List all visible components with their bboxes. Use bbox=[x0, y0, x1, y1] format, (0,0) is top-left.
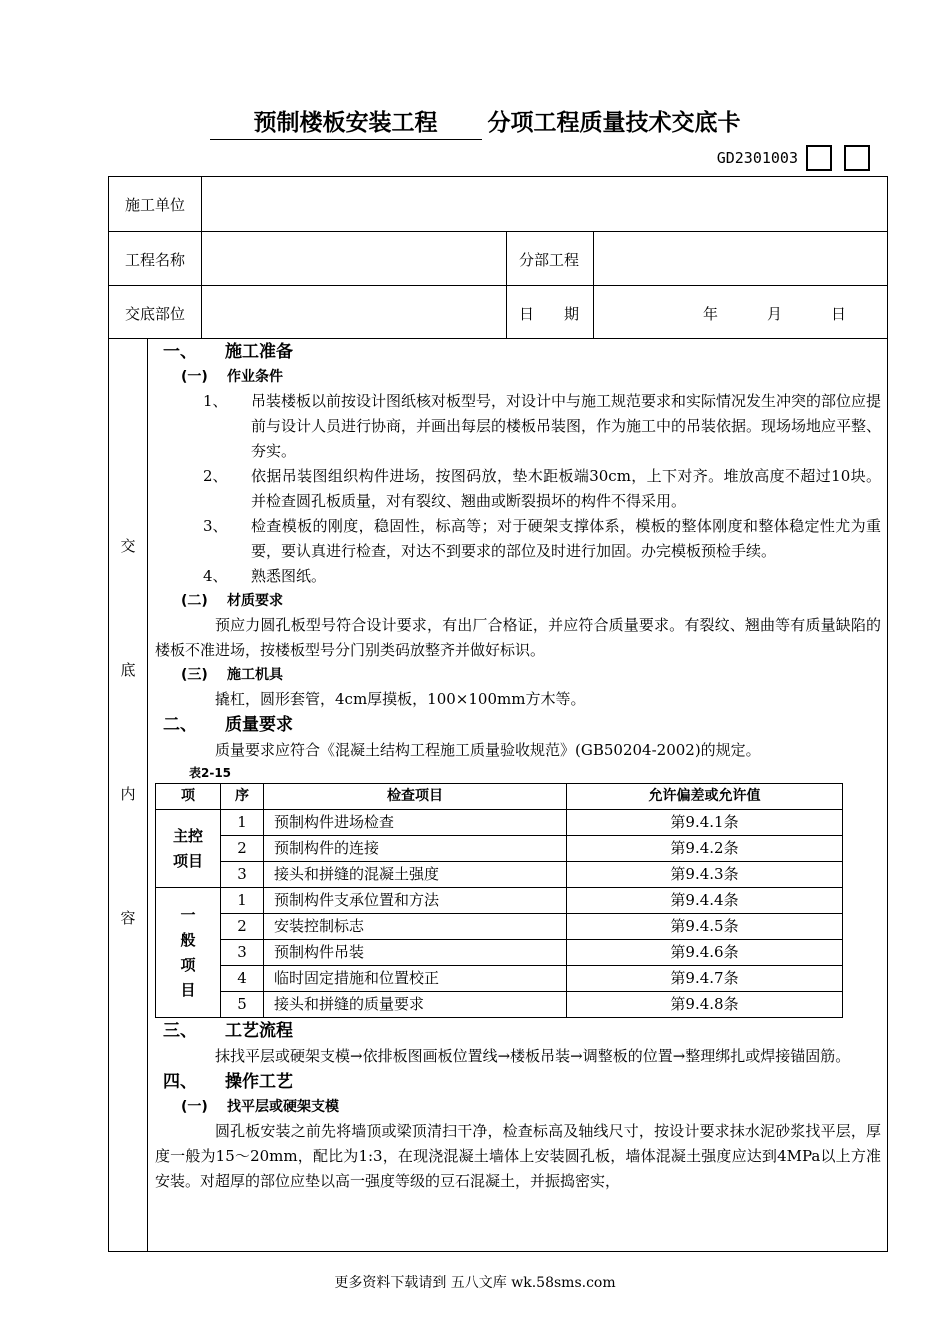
subsection-heading: (二) 材质要求 bbox=[181, 593, 283, 609]
section-heading: 一、 施工准备 bbox=[163, 342, 293, 362]
seq-cell: 1 bbox=[221, 810, 264, 836]
group-general: 一 般 项 目 bbox=[156, 888, 221, 1018]
col-divider bbox=[201, 177, 202, 339]
side-label bbox=[109, 339, 147, 1251]
subsection-heading: (三) 施工机具 bbox=[181, 667, 283, 683]
section-heading: 三、 工艺流程 bbox=[163, 1021, 293, 1041]
item-cell: 安装控制标志 bbox=[264, 914, 567, 940]
section-heading: 二、 质量要求 bbox=[163, 715, 293, 735]
item-cell: 预制构件的连接 bbox=[264, 836, 567, 862]
value-cell: 第9.4.3条 bbox=[567, 862, 843, 888]
date-year: 年 bbox=[703, 305, 719, 323]
list-item: 4、 熟悉图纸。 bbox=[203, 567, 327, 585]
value-cell: 第9.4.8条 bbox=[567, 992, 843, 1018]
seq-cell: 4 bbox=[221, 966, 264, 992]
list-item: 2、 依据吊装图组织构件进场，按图码放，垫木距板端30cm，上下对齐。堆放高度不超过10块。并检查圆孔板质量，对有裂纹、翘曲或断裂损坏的构件不得采用。 bbox=[203, 467, 881, 510]
document-title bbox=[0, 104, 950, 140]
paragraph: 圆孔板安装之前先将墙顶或梁顶清扫干净，检查标高及轴线尺寸，按设计要求抹水泥砂浆找平层，厚度一般为15～20mm，配比为1:3，在现浇混凝土墙体上安装圆孔板，墙体混凝土强度应达到4MPa以上方准安装。对超厚的部位应垫以高一强度等级的豆石混凝土，并振捣密实， bbox=[155, 1122, 881, 1190]
seq-cell: 1 bbox=[221, 888, 264, 914]
col-divider bbox=[593, 232, 594, 339]
checkbox-2[interactable] bbox=[844, 145, 870, 171]
col-header: 允许偏差或允许值 bbox=[567, 784, 843, 810]
paragraph: 预应力圆孔板型号符合设计要求，有出厂合格证，并应符合质量要求。有裂纹、翘曲等有质量缺陷的楼板不准进场，按楼板型号分门别类码放整齐并做好标识。 bbox=[155, 616, 881, 659]
item-cell: 预制构件支承位置和方法 bbox=[264, 888, 567, 914]
title-card-name: 分项工程质量技术交底卡 bbox=[487, 110, 741, 136]
disclosure-card bbox=[108, 176, 888, 1252]
list-item: 1、 吊装楼板以前按设计图纸核对板型号，对设计中与施工规范要求和实际情况发生冲突的部位应提前与设计人员进行协商，并画出每层的楼板吊装图，作为施工中的吊装依据。现场场地应平整、夯实。 bbox=[203, 392, 882, 460]
value-cell: 第9.4.6条 bbox=[567, 940, 843, 966]
table-row bbox=[156, 966, 843, 992]
table-row bbox=[156, 862, 843, 888]
document-code bbox=[717, 145, 870, 171]
project-name-label: 工程名称 bbox=[125, 251, 186, 269]
division-label: 分部工程 bbox=[519, 251, 580, 269]
col-divider bbox=[506, 232, 507, 339]
table-row bbox=[156, 810, 843, 836]
col-header: 序 bbox=[221, 784, 264, 810]
table-row bbox=[156, 888, 843, 914]
table-header-row bbox=[156, 784, 843, 810]
quality-table bbox=[155, 783, 843, 1018]
value-cell: 第9.4.2条 bbox=[567, 836, 843, 862]
date-day: 日 bbox=[831, 305, 847, 323]
subsection-heading: (一) 找平层或硬架支模 bbox=[181, 1099, 339, 1115]
footer-link-text[interactable]: 更多资料下载请到 五八文库 wk.58sms.com bbox=[334, 1275, 616, 1291]
side-char: 容 bbox=[120, 909, 136, 927]
construction-unit-label: 施工单位 bbox=[125, 196, 186, 214]
paragraph: 撬杠，圆形套管，4cm厚摸板，100×100mm方木等。 bbox=[215, 690, 586, 708]
value-cell: 第9.4.7条 bbox=[567, 966, 843, 992]
side-char: 交 bbox=[120, 537, 136, 555]
table-row bbox=[156, 914, 843, 940]
seq-cell: 5 bbox=[221, 992, 264, 1018]
side-char: 内 bbox=[120, 785, 136, 803]
disclosure-content bbox=[155, 339, 885, 1194]
checkbox-1[interactable] bbox=[806, 145, 832, 171]
seq-cell: 2 bbox=[221, 914, 264, 940]
code-text: GD2301003 bbox=[716, 149, 798, 167]
paragraph: 质量要求应符合《混凝土结构工程施工质量验收规范》(GB50204-2002)的规定。 bbox=[215, 741, 761, 759]
item-cell: 临时固定措施和位置校正 bbox=[264, 966, 567, 992]
value-cell: 第9.4.1条 bbox=[567, 810, 843, 836]
table-row bbox=[156, 992, 843, 1018]
disclosure-part-label: 交底部位 bbox=[125, 305, 186, 323]
table-row bbox=[156, 836, 843, 862]
table-row bbox=[156, 940, 843, 966]
section-heading: 四、 操作工艺 bbox=[163, 1072, 293, 1092]
seq-cell: 3 bbox=[221, 940, 264, 966]
title-project-name: 预制楼板安装工程 bbox=[210, 104, 482, 140]
subsection-heading: (一) 作业条件 bbox=[181, 369, 283, 385]
item-cell: 预制构件进场检查 bbox=[264, 810, 567, 836]
item-cell: 接头和拼缝的混凝土强度 bbox=[264, 862, 567, 888]
item-cell: 预制构件吊装 bbox=[264, 940, 567, 966]
date-month: 月 bbox=[767, 305, 783, 323]
list-item: 3、 检查模板的刚度，稳固性，标高等；对于硬架支撑体系，模板的整体刚度和整体稳定性尤为重要，要认真进行检查，对达不到要求的部位及时进行加固。办完模板预检手续。 bbox=[203, 517, 881, 560]
value-cell: 第9.4.5条 bbox=[567, 914, 843, 940]
value-cell: 第9.4.4条 bbox=[567, 888, 843, 914]
row-divider bbox=[109, 285, 887, 286]
group-main-control: 主控 项目 bbox=[156, 810, 221, 888]
col-divider bbox=[147, 339, 148, 1251]
col-header: 检查项目 bbox=[264, 784, 567, 810]
seq-cell: 3 bbox=[221, 862, 264, 888]
paragraph: 抹找平层或硬架支模→依排板图画板位置线→楼板吊装→调整板的位置→整理绑扎或焊接锚固筋。 bbox=[215, 1047, 851, 1065]
side-char: 底 bbox=[120, 661, 136, 679]
seq-cell: 2 bbox=[221, 836, 264, 862]
table-caption: 表2-15 bbox=[189, 766, 232, 780]
col-header: 项 bbox=[156, 784, 221, 810]
row-divider bbox=[109, 231, 887, 232]
item-cell: 接头和拼缝的质量要求 bbox=[264, 992, 567, 1018]
date-label: 日 期 bbox=[519, 305, 580, 323]
